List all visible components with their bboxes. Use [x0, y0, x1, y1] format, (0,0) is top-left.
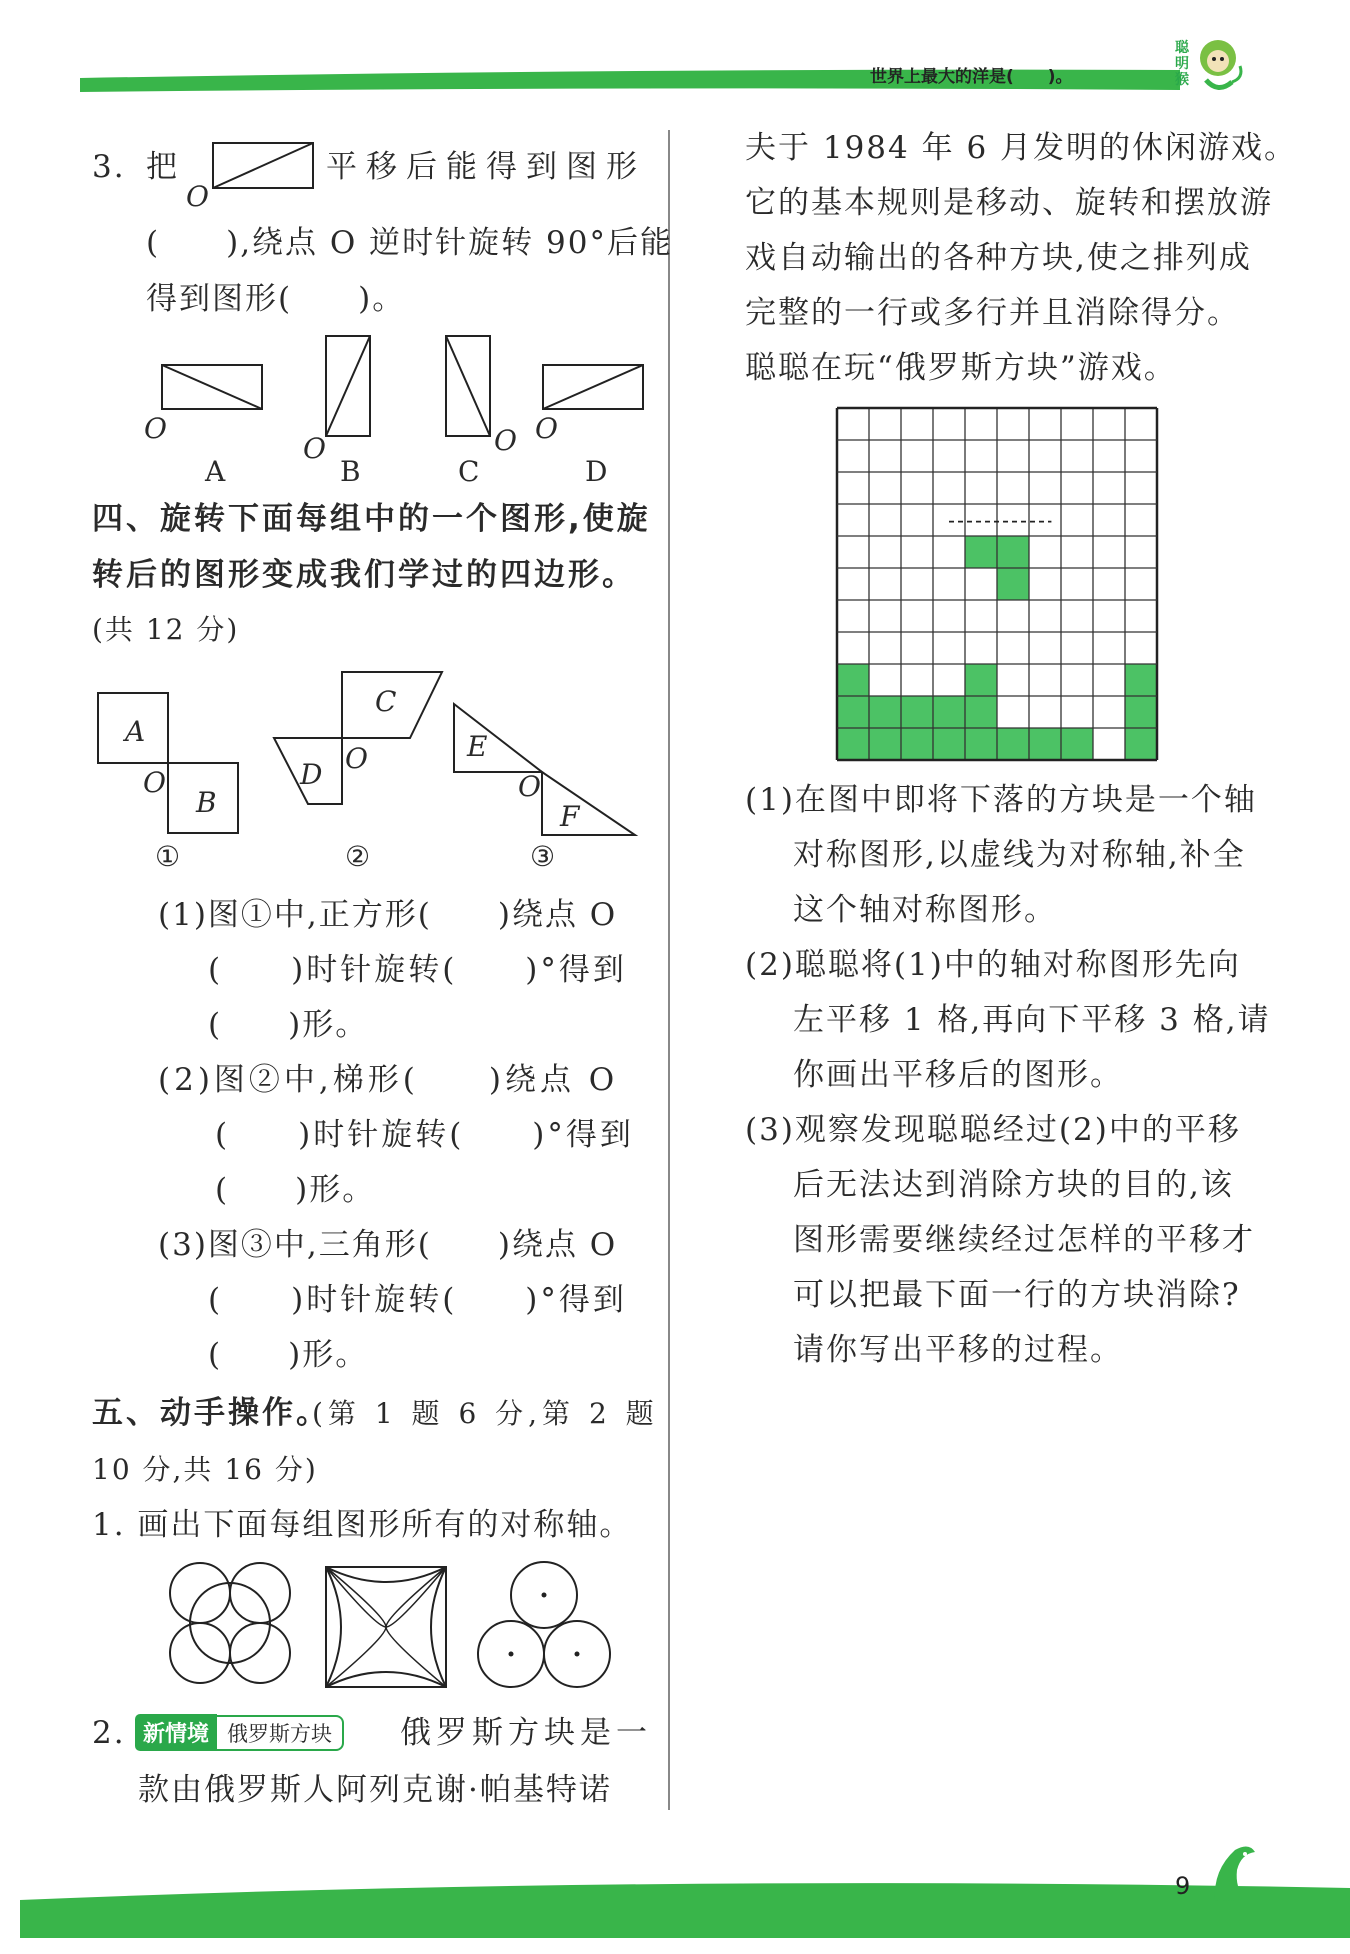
q3-source-shape	[210, 140, 320, 204]
s4-q1-line3: ( )形。	[208, 1007, 369, 1043]
section5-score-part2: 10 分,共 16 分)	[92, 1453, 318, 1486]
filled-cell	[837, 696, 869, 728]
intro-line3: 戏自动输出的各种方块,使之排列成	[745, 240, 1252, 276]
q3-text-line1: 平移后能得到图形	[326, 149, 646, 185]
q3-option-c-origin: O	[494, 424, 517, 457]
filled-cell	[1125, 664, 1157, 696]
filled-cell	[1125, 696, 1157, 728]
header-bar	[0, 0, 1350, 110]
group1-origin-label: O	[143, 766, 166, 799]
group3-triangles-figure	[450, 700, 640, 844]
s4-q2-line2: ( )时针旋转( )°得到	[215, 1117, 634, 1153]
triangle-f-label: F	[560, 800, 580, 833]
s4-q3-line3: ( )形。	[208, 1337, 369, 1373]
group2-number: ②	[345, 840, 371, 873]
s4-q1-line2: ( )时针旋转( )°得到	[208, 952, 627, 988]
intro-line1: 夫于 1984 年 6 月发明的休闲游戏。	[745, 130, 1298, 166]
flower-circles-figure	[162, 1555, 302, 1699]
scenario-tag	[135, 1714, 344, 1751]
filled-cell	[901, 696, 933, 728]
q3-text-prefix: 把	[146, 149, 179, 185]
tetris-grid-svg[interactable]	[835, 406, 1157, 760]
new-scenario-badge: 新情境	[135, 1714, 217, 1751]
r-q1-line1: (1)在图中即将下落的方块是一个轴	[745, 782, 1257, 818]
group1-number: ①	[155, 840, 181, 873]
q3-option-a-label[interactable]: A	[205, 455, 226, 488]
r-q3-line1: (3)观察发现聪聪经过(2)中的平移	[745, 1112, 1241, 1148]
header-question: 世界上最大的洋是( )。	[870, 67, 1073, 87]
q3-option-c-figure	[442, 332, 502, 446]
triangle-e-label: E	[467, 730, 488, 763]
intro-line5: 聪聪在玩“俄罗斯方块”游戏。	[745, 350, 1177, 386]
section5-score-part1: (第 1 题 6 分,第 2 题	[312, 1397, 659, 1430]
tetris-grid[interactable]	[835, 406, 1157, 764]
section4-score: (共 12 分)	[92, 613, 240, 646]
section4-title-line1: 四、旋转下面每组中的一个图形,使旋	[92, 501, 651, 537]
q3-option-a-figure	[150, 360, 280, 444]
group3-number: ③	[530, 840, 556, 873]
q3-text-line2: ( ),绕点 O 逆时针旋转 90°后能	[146, 225, 673, 261]
r-q1-line3: 这个轴对称图形。	[793, 892, 1057, 928]
filled-cell	[997, 536, 1029, 568]
square-petals-figure	[322, 1563, 452, 1697]
group2-origin-label: O	[345, 742, 368, 775]
column-divider	[668, 130, 670, 1810]
filled-cell	[1125, 728, 1157, 760]
filled-cell	[837, 728, 869, 760]
q3-option-b-figure	[322, 332, 382, 446]
filled-cell	[933, 696, 965, 728]
r-q2-line3: 你画出平移后的图形。	[793, 1057, 1123, 1093]
filled-cell	[869, 696, 901, 728]
header-green-stripe	[0, 0, 1350, 110]
q3-option-b-origin: O	[303, 432, 326, 465]
filled-cell	[933, 728, 965, 760]
s4-q1-line1: (1)图①中,正方形( )绕点 O	[158, 897, 618, 933]
filled-cell	[997, 728, 1029, 760]
q3-text-line3: 得到图形( )。	[146, 281, 406, 317]
q3-option-b-label[interactable]: B	[340, 455, 361, 488]
mascot-text: 聪明猴	[1175, 40, 1189, 88]
group1-squares-figure	[96, 690, 256, 844]
s5-q2-number: 2.	[92, 1715, 126, 1751]
filled-cell	[1029, 728, 1061, 760]
filled-cell	[965, 728, 997, 760]
r-q3-line3: 图形需要继续经过怎样的平移才	[793, 1222, 1255, 1258]
s4-q2-line3: ( )形。	[215, 1172, 376, 1208]
r-q2-line1: (2)聪聪将(1)中的轴对称图形先向	[745, 947, 1241, 983]
filled-cell	[901, 728, 933, 760]
s4-q3-line2: ( )时针旋转( )°得到	[208, 1282, 627, 1318]
r-q3-line2: 后无法达到消除方块的目的,该	[793, 1167, 1234, 1203]
footer-bar	[0, 1860, 1350, 1950]
q3-number: 3.	[92, 149, 126, 185]
r-q3-line4: 可以把最下面一行的方块消除?	[793, 1277, 1241, 1313]
square-a-label: A	[125, 715, 146, 748]
page-number: 9	[1175, 1872, 1191, 1900]
q3-option-a-origin: O	[144, 412, 167, 445]
tetris-topic-badge: 俄罗斯方块	[217, 1715, 344, 1751]
section4-title-line2: 转后的图形变成我们学过的四边形。	[92, 557, 636, 593]
square-b-label: B	[196, 786, 217, 819]
filled-cell	[869, 728, 901, 760]
filled-cell	[837, 664, 869, 696]
filled-cell	[997, 568, 1029, 600]
trapezoid-c-label: C	[375, 685, 397, 718]
s4-q3-line1: (3)图③中,三角形( )绕点 O	[158, 1227, 618, 1263]
intro-line4: 完整的一行或多行并且消除得分。	[745, 295, 1240, 331]
filled-cell	[1061, 728, 1093, 760]
filled-cell	[965, 536, 997, 568]
r-q3-line5: 请你写出平移的过程。	[793, 1332, 1123, 1368]
q3-option-d-figure	[540, 360, 660, 424]
filled-cell	[965, 664, 997, 696]
q3-option-d-origin: O	[535, 412, 558, 445]
s4-q2-line1: (2)图②中,梯形( )绕点 O	[158, 1062, 619, 1098]
trapezoid-d-label: D	[300, 758, 323, 791]
s5-q2-line1: 俄罗斯方块是一	[400, 1715, 652, 1751]
three-circles-figure	[470, 1555, 620, 1699]
q3-option-c-label[interactable]: C	[458, 455, 480, 488]
filled-cell	[965, 696, 997, 728]
s5-q2-line2: 款由俄罗斯人阿列克谢·帕基特诺	[138, 1772, 612, 1808]
group3-origin-label: O	[518, 770, 541, 803]
section5-title: 五、动手操作。	[92, 1395, 330, 1431]
s5-q1-text: 1. 画出下面每组图形所有的对称轴。	[92, 1507, 633, 1543]
intro-line2: 它的基本规则是移动、旋转和摆放游	[745, 185, 1273, 221]
r-q1-line2: 对称图形,以虚线为对称轴,补全	[793, 837, 1246, 873]
q3-option-d-label[interactable]: D	[585, 455, 608, 488]
q3-origin-label: O	[186, 180, 209, 213]
dolphin-icon	[1205, 1840, 1265, 1914]
r-q2-line2: 左平移 1 格,再向下平移 3 格,请	[793, 1002, 1271, 1038]
